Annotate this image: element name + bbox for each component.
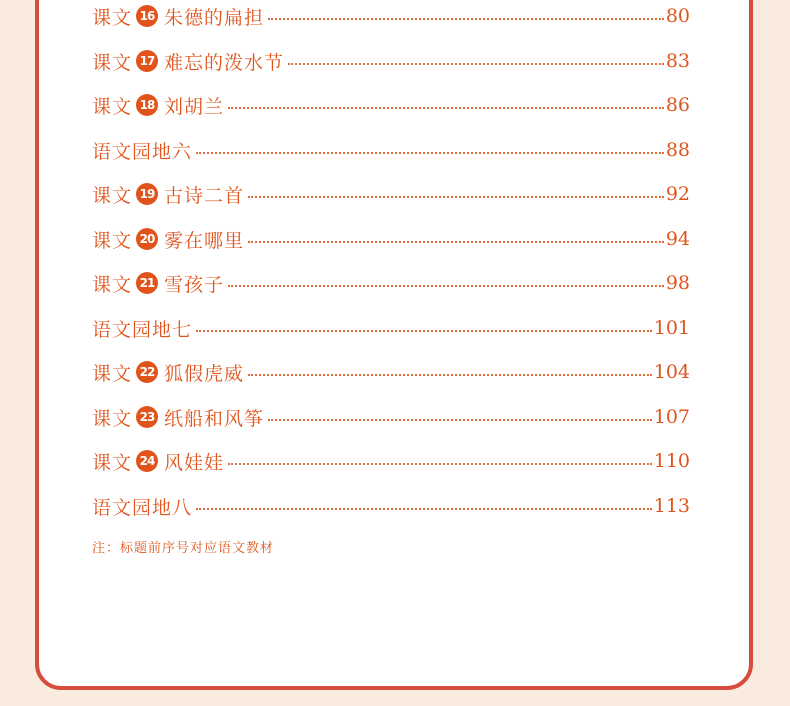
toc-row-lesson-24[interactable]	[92, 446, 690, 476]
dot-leader	[196, 508, 652, 510]
toc-row-lesson-18[interactable]	[92, 90, 690, 120]
toc-title: 纸船和风筝	[164, 407, 265, 430]
lesson-number-badge: 22	[136, 361, 158, 383]
toc-page-number: 98	[665, 272, 690, 294]
toc-row-lesson-23[interactable]	[92, 402, 690, 432]
toc-kind: 课文	[92, 51, 133, 74]
toc-title: 狐假虎威	[164, 362, 245, 385]
toc-row-lesson-19[interactable]	[92, 179, 690, 209]
toc-row-garden-6[interactable]	[92, 135, 690, 165]
lesson-number-badge: 21	[136, 272, 158, 294]
toc-row-lesson-22[interactable]	[92, 357, 690, 387]
toc-page-number: 104	[653, 361, 690, 383]
toc-title: 雾在哪里	[164, 229, 245, 252]
toc-kind: 课文	[92, 95, 133, 118]
toc-page-number: 83	[665, 50, 690, 72]
dot-leader	[268, 18, 664, 20]
toc-page-number: 110	[653, 450, 690, 472]
toc-kind: 语文园地六	[92, 140, 193, 163]
toc-kind: 课文	[92, 6, 133, 29]
dot-leader	[248, 374, 652, 376]
lesson-number-badge: 17	[136, 50, 158, 72]
lesson-number-badge: 19	[136, 183, 158, 205]
toc-kind: 课文	[92, 273, 133, 296]
toc-row-lesson-17[interactable]	[92, 46, 690, 76]
dot-leader	[248, 241, 664, 243]
lesson-number-badge: 16	[136, 5, 158, 27]
dot-leader	[228, 285, 664, 287]
toc-page-number: 107	[653, 406, 690, 428]
dot-leader	[228, 107, 664, 109]
toc-row-garden-7[interactable]	[92, 313, 690, 343]
toc-row-lesson-16[interactable]	[92, 1, 690, 31]
toc-kind: 语文园地八	[92, 496, 193, 519]
toc-page-number: 101	[653, 317, 690, 339]
toc-kind: 课文	[92, 451, 133, 474]
toc-kind: 课文	[92, 362, 133, 385]
dot-leader	[196, 330, 652, 332]
toc-title: 古诗二首	[164, 184, 245, 207]
toc-kind: 语文园地七	[92, 318, 193, 341]
toc-page-number: 80	[665, 5, 690, 27]
footnote: 注：标题前序号对应语文教材	[92, 541, 275, 556]
toc-kind: 课文	[92, 407, 133, 430]
toc-row-lesson-20[interactable]	[92, 224, 690, 254]
toc-kind: 课文	[92, 184, 133, 207]
toc-page-number: 86	[665, 94, 690, 116]
toc-title: 刘胡兰	[164, 95, 225, 118]
toc-kind: 课文	[92, 229, 133, 252]
lesson-number-badge: 23	[136, 406, 158, 428]
dot-leader	[196, 152, 664, 154]
toc-title: 朱德的扁担	[164, 6, 265, 29]
dot-leader	[288, 63, 664, 65]
toc-row-garden-8[interactable]	[92, 491, 690, 521]
dot-leader	[228, 463, 652, 465]
toc-page-number: 92	[665, 183, 690, 205]
toc-page-number: 88	[665, 139, 690, 161]
toc-title: 风娃娃	[164, 451, 225, 474]
lesson-number-badge: 24	[136, 450, 158, 472]
toc-page-number: 113	[653, 495, 690, 517]
dot-leader	[268, 419, 652, 421]
toc-title: 难忘的泼水节	[164, 51, 285, 74]
toc-page-number: 94	[665, 228, 690, 250]
lesson-number-badge: 20	[136, 228, 158, 250]
toc-title: 雪孩子	[164, 273, 225, 296]
toc-row-lesson-21[interactable]	[92, 268, 690, 298]
dot-leader	[248, 196, 664, 198]
lesson-number-badge: 18	[136, 94, 158, 116]
